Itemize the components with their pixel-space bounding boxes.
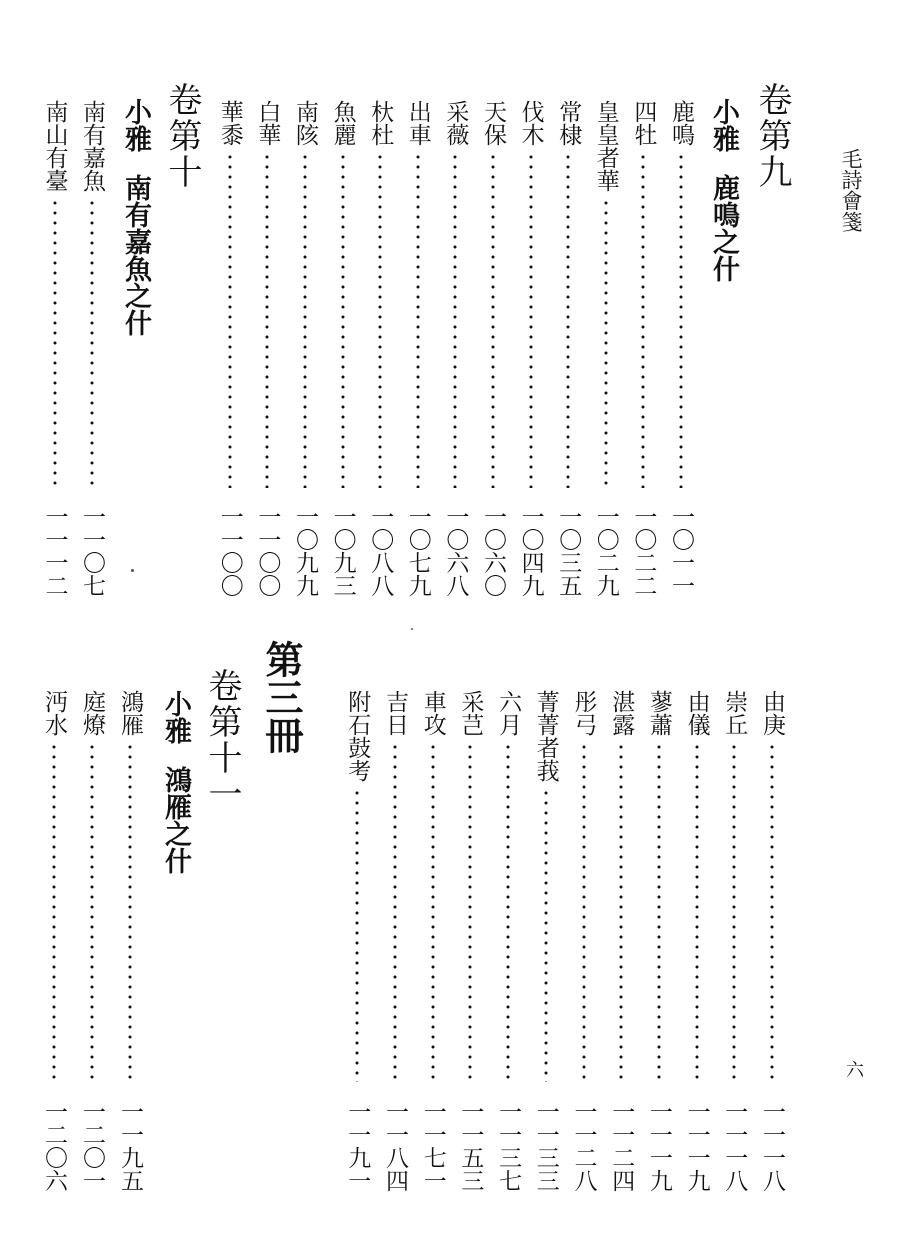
toc-entry-page: 一〇七九 [404, 505, 431, 597]
toc-entry-title: 常棣 [555, 100, 582, 146]
toc-leader-dots [641, 152, 645, 488]
toc-entry-title: 天保 [480, 100, 506, 146]
toc-entry-page: 一一九一 [344, 1100, 371, 1192]
toc-entry-page: 一一〇〇 [254, 505, 281, 597]
toc-leader-dots [604, 198, 608, 488]
toc-leader-dots [468, 742, 472, 1082]
section-heading-xiaoya-nanyoujiayu [116, 98, 155, 336]
juan-10-heading: 卷第十 [162, 82, 202, 190]
toc-entry-title: 皇皇者華 [592, 100, 619, 192]
toc-entry-page: 一二〇一 [79, 1100, 105, 1192]
toc-entry-page: 一一〇七 [79, 505, 105, 597]
toc-leader-dots [303, 152, 307, 488]
toc-entry-title: 蓼蕭 [645, 690, 672, 736]
toc-leader-dots [90, 198, 94, 488]
toc-entry-title: 四牡 [630, 100, 657, 146]
toc-entry-title: 南陔 [292, 100, 318, 146]
toc-entry-title: 車攻 [419, 690, 446, 736]
toc-entry-page: 一〇四九 [517, 505, 544, 597]
section-group: 鹿鳴之什 [708, 174, 739, 282]
toc-entry-page: 一〇三五 [555, 505, 582, 597]
toc-leader-dots [491, 152, 495, 488]
toc-entry-title: 魚麗 [329, 100, 356, 146]
toc-entry-page: 一一九五 [117, 1100, 143, 1192]
toc-leader-dots [265, 152, 269, 488]
toc-entry-title: 南有嘉魚 [79, 100, 105, 192]
toc-entry-page: 一一一九 [645, 1100, 672, 1192]
toc-entry-title: 崇丘 [721, 690, 748, 736]
juan-11-heading: 卷第十一 [202, 668, 242, 812]
toc-leader-dots [732, 742, 736, 1082]
toc-entry-page: 一一七一 [419, 1100, 446, 1192]
toc-entry-page: 一〇一一 [668, 505, 694, 597]
toc-leader-dots [431, 742, 435, 1082]
toc-entry-page: 一一一二 [41, 505, 68, 597]
toc-entry-title: 吉日 [382, 690, 408, 736]
toc-leader-dots [393, 742, 397, 1082]
toc-leader-dots [378, 152, 382, 488]
toc-entry-title: 六月 [495, 690, 522, 736]
running-header: 毛詩會箋 [839, 148, 863, 232]
juan-9-heading: 卷第九 [752, 82, 792, 190]
toc-entry-title: 鴻雁 [117, 690, 143, 736]
toc-entry-page: 一〇九三 [329, 505, 356, 597]
section-group: 鴻雁之什 [160, 766, 191, 874]
toc-entry-title: 采芑 [457, 690, 484, 736]
toc-entry-title: 采薇 [442, 100, 469, 146]
toc-entry-page: 一〇二九 [592, 505, 619, 597]
toc-leader-dots [52, 742, 56, 1082]
section-heading-xiaoya-luming [704, 98, 743, 282]
toc-entry-page: 一〇六八 [442, 505, 469, 597]
toc-entry-page: 一一八四 [382, 1100, 408, 1192]
toc-entry-title: 伐木 [517, 100, 544, 146]
toc-entry-title: 沔水 [41, 690, 67, 736]
section-heading-xiaoya-hongyan [156, 690, 195, 874]
scan-speck [131, 569, 134, 572]
section-name: 小雅 [120, 98, 151, 152]
toc-entry-title: 南山有臺 [41, 100, 68, 192]
toc-entry-title: 菁菁者莪 [532, 690, 559, 782]
section-name: 小雅 [160, 690, 191, 744]
toc-leader-dots [566, 152, 570, 488]
section-name: 小雅 [708, 98, 739, 152]
toc-leader-dots [619, 742, 623, 1082]
toc-entry-page: 一一三七 [495, 1100, 522, 1192]
toc-leader-dots [53, 198, 57, 488]
toc-entry-page: 一〇六〇 [480, 505, 506, 597]
toc-leader-dots [506, 742, 510, 1082]
scan-speck [411, 628, 413, 630]
toc-entry-page: 一〇八八 [367, 505, 394, 597]
toc-entry-title: 湛露 [608, 690, 635, 736]
toc-entry-title: 由庚 [759, 690, 785, 736]
toc-entry-page: 一一三三 [532, 1100, 559, 1192]
toc-entry-page: 一一五三 [457, 1100, 484, 1192]
toc-entry-title: 庭燎 [79, 690, 105, 736]
toc-entry-page: 一〇二二 [630, 505, 657, 597]
volume-3-heading: 第三冊 [259, 640, 303, 754]
toc-leader-dots [128, 742, 132, 1082]
toc-leader-dots [695, 742, 699, 1082]
toc-leader-dots [416, 152, 420, 488]
toc-leader-dots [544, 788, 548, 1082]
toc-leader-dots [770, 742, 774, 1082]
toc-entry-title: 白華 [254, 100, 281, 146]
toc-entry-page: 一〇九九 [292, 505, 318, 597]
toc-leader-dots [355, 788, 359, 1082]
toc-entry-title: 附石鼓考 [344, 690, 371, 782]
toc-entry-page: 一二〇六 [41, 1100, 67, 1192]
toc-entry-title: 華黍 [216, 100, 243, 146]
toc-entry-page: 一一一九 [683, 1100, 710, 1192]
toc-leader-dots [657, 742, 661, 1082]
toc-leader-dots [341, 152, 345, 488]
toc-entry-title: 彤弓 [570, 690, 597, 736]
toc-leader-dots [228, 152, 232, 488]
toc-entry-title: 出車 [404, 100, 431, 146]
toc-entry-page: 一一一八 [759, 1100, 785, 1192]
toc-entry-page: 一一一八 [721, 1100, 748, 1192]
section-group: 南有嘉魚之什 [120, 174, 151, 336]
toc-entry-title: 鹿鳴 [668, 100, 694, 146]
toc-leader-dots [582, 742, 586, 1082]
toc-entry-page: 一一〇〇 [216, 505, 243, 597]
toc-entry-page: 一一二八 [570, 1100, 597, 1192]
toc-leader-dots [679, 152, 683, 488]
toc-leader-dots [453, 152, 457, 488]
toc-leader-dots [529, 152, 533, 488]
toc-entry-title: 杕杜 [367, 100, 394, 146]
toc-entry-title: 由儀 [683, 690, 710, 736]
page-number: 六 [843, 1060, 864, 1078]
toc-entry-page: 一一二四 [608, 1100, 635, 1192]
toc-leader-dots [90, 742, 94, 1082]
